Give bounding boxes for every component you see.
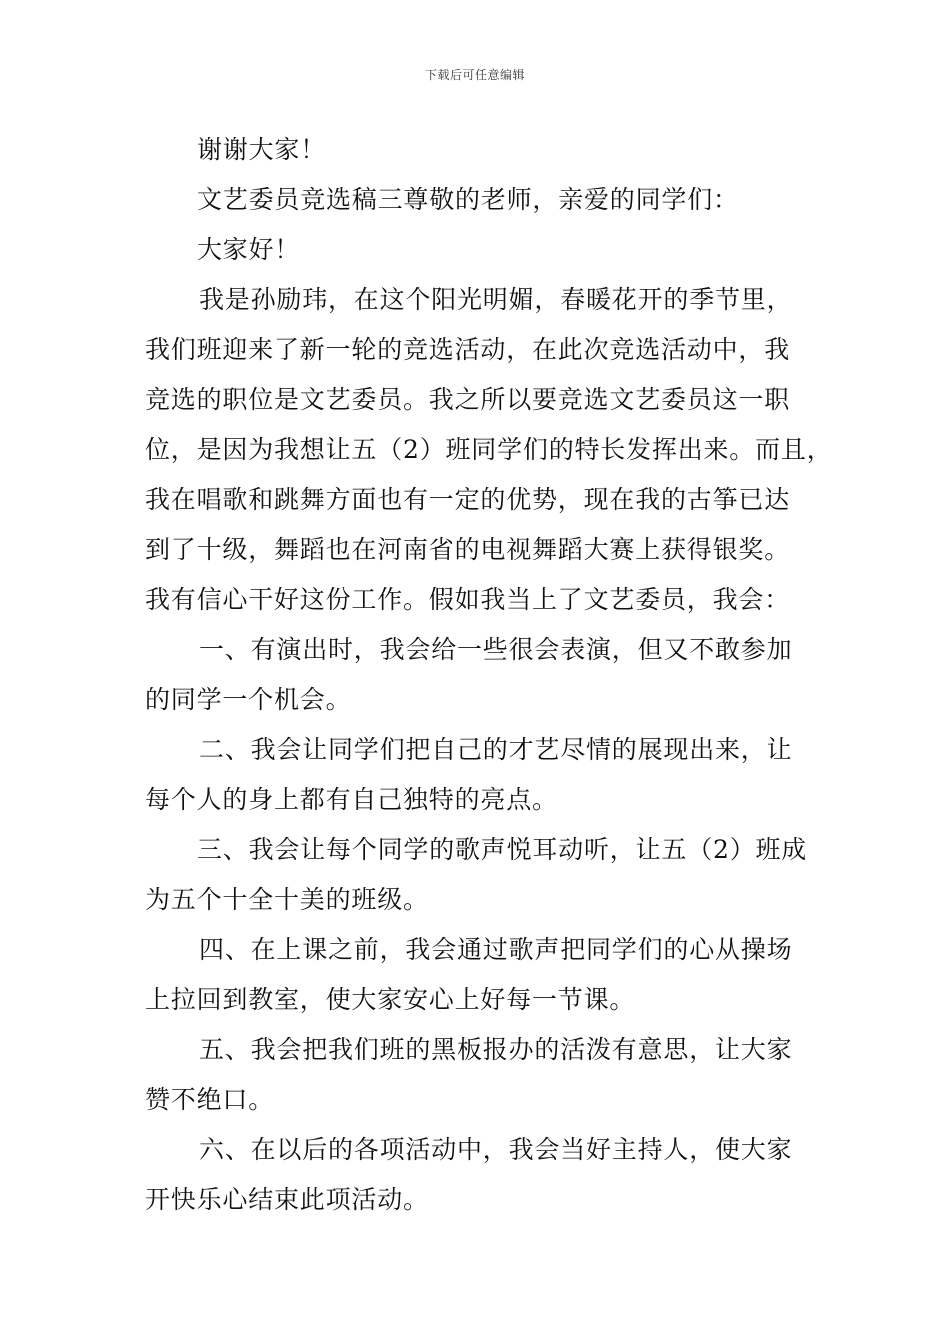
text-line: 三、我会让每个同学的歌声悦耳动听，让五（2）班成 (197, 835, 808, 864)
text-line: 竞选的职位是文艺委员。我之所以要竞选文艺委员这一职 (145, 385, 791, 414)
text-line: 大家好！ (197, 235, 301, 264)
text-line: 我是孙励玮，在这个阳光明媚，春暖花开的季节里， (199, 285, 793, 314)
text-line: 我在唱歌和跳舞方面也有一定的优势，现在我的古筝已达 (145, 485, 791, 514)
text-line: 六、在以后的各项活动中，我会当好主持人，使大家 (199, 1135, 793, 1164)
text-line: 一、有演出时，我会给一些很会表演，但又不敢参加 (199, 635, 793, 664)
text-line: 我们班迎来了新一轮的竞选活动，在此次竞选活动中，我 (145, 335, 791, 364)
text-line: 位，是因为我想让五（2）班同学们的特长发挥出来。而且， (145, 435, 833, 464)
text-line: 四、在上课之前，我会通过歌声把同学们的心从操场 (199, 935, 793, 964)
text-line: 上拉回到教室，使大家安心上好每一节课。 (145, 985, 636, 1014)
text-line: 二、我会让同学们把自己的才艺尽情的展现出来，让 (199, 735, 793, 764)
text-line: 为五个十全十美的班级。 (145, 885, 429, 914)
text-line: 到了十级，舞蹈也在河南省的电视舞蹈大赛上获得银奖。 (145, 535, 791, 564)
text-line: 开快乐心结束此项活动。 (145, 1185, 429, 1214)
page-header-note: 下载后可任意编辑 (424, 68, 525, 82)
text-line: 我有信心干好这份工作。假如我当上了文艺委员，我会： (145, 585, 791, 614)
text-line: 每个人的身上都有自己独特的亮点。 (145, 785, 558, 814)
text-line: 文艺委员竞选稿三尊敬的老师，亲爱的同学们： (197, 185, 739, 214)
text-line: 五、我会把我们班的黑板报办的活泼有意思，让大家 (199, 1035, 793, 1064)
text-line: 的同学一个机会。 (145, 685, 352, 714)
text-line: 谢谢大家！ (197, 135, 327, 164)
text-line: 赞不绝口。 (145, 1085, 275, 1114)
